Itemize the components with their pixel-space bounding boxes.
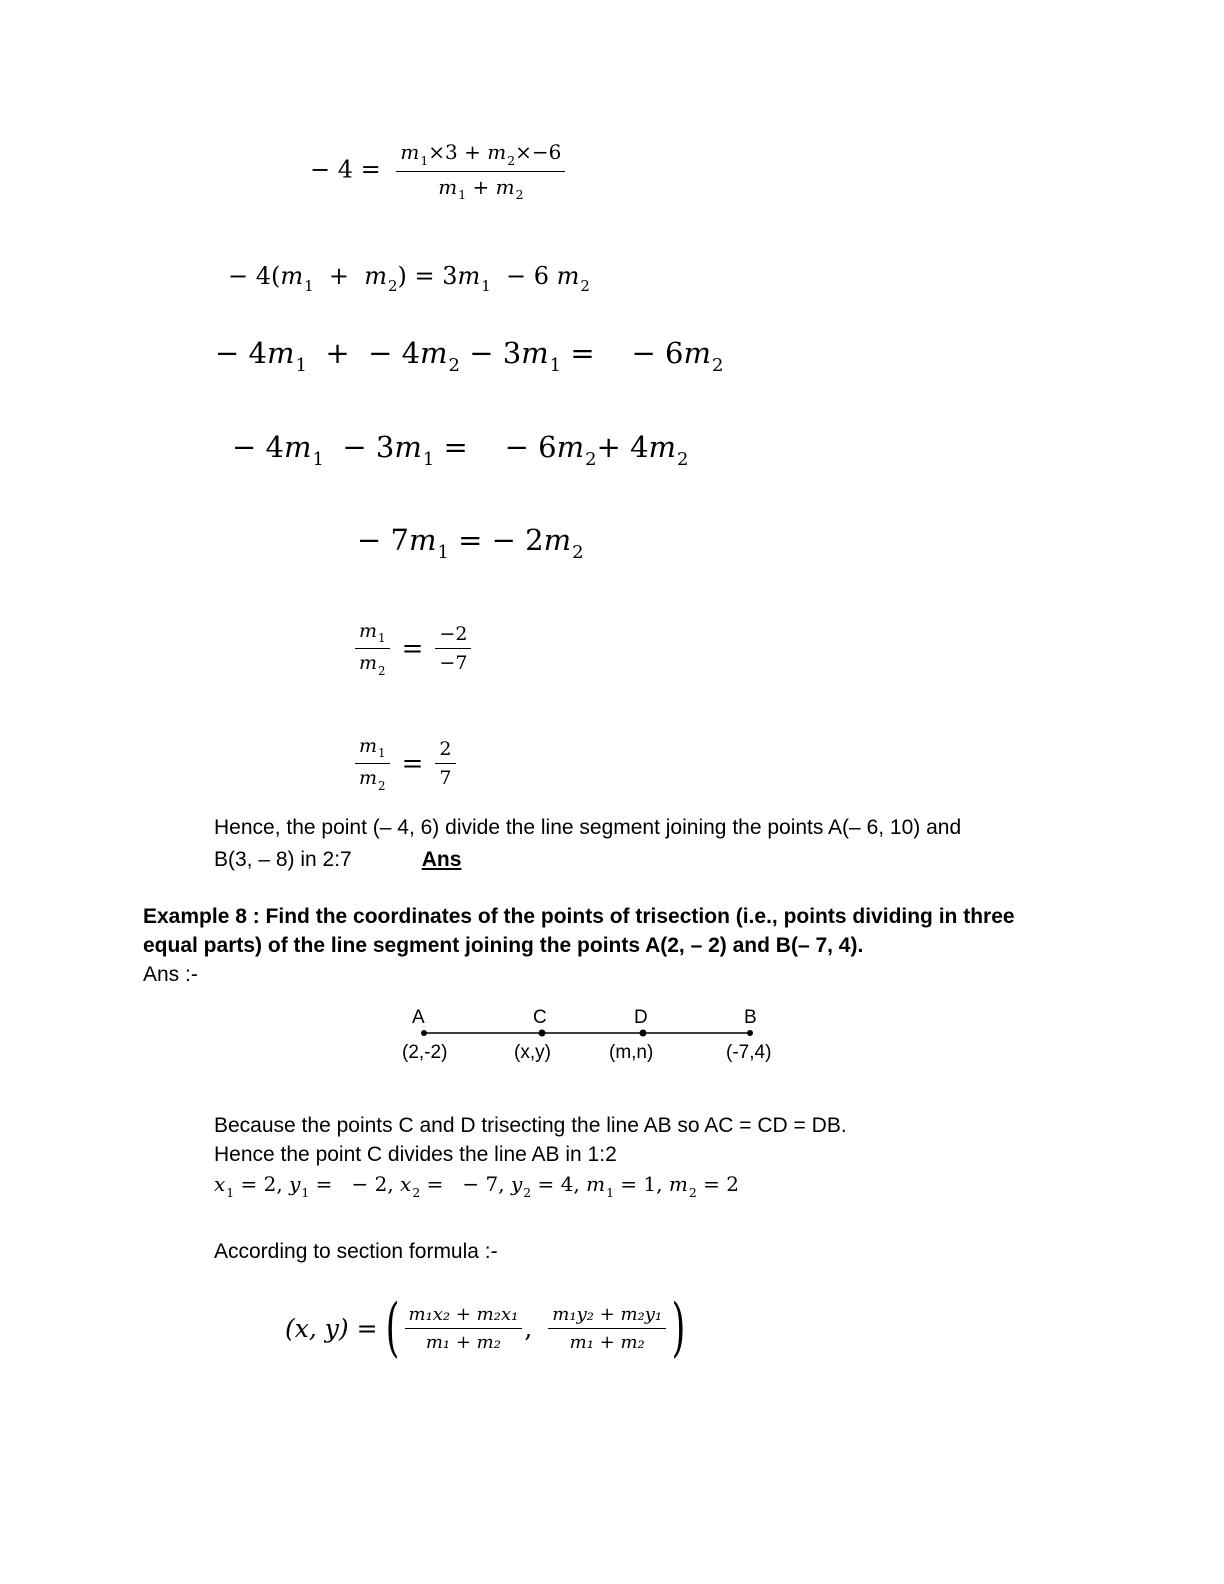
eq6-lhs-fraction: $\frac{m_1}{m_2}$ (355, 620, 390, 678)
section-formula: (x, y) = ( $\frac{\text{m₁x₂ + m₂x₁}}{\text{m₁ + m₂}}$ , $\frac{\text{m₁y₂ + m₂y₁}}{\text{m₁ + m₂}}$ ) (285, 1291, 686, 1365)
formula-lhs: (x, y) = (285, 1313, 378, 1343)
explanation-line-2: Hence the point C divides the line AB in 1:2 (214, 1143, 617, 1166)
value-y1: $y_1$ = − 2, (289, 1172, 401, 1200)
equation-7: $\frac{m_1}{m_2}$ = $\frac{2}{7}$ (355, 735, 456, 793)
x-fraction: $\frac{\text{m₁x₂ + m₂x₁}}{\text{m₁ + m₂}}$ (405, 1304, 523, 1353)
point-c-dot (539, 1030, 546, 1037)
point-d-coord: (m,n) (609, 1042, 654, 1063)
value-y2: $y_2 = 4$, (510, 1172, 587, 1200)
point-b-coord: (-7,4) (726, 1042, 772, 1063)
eq1-numerator: $m_1\times 3 + m_2\times-6$ (396, 140, 565, 172)
example-8-heading-line-2: equal parts) of the line segment joining the points A(2, – 2) and B(– 7, 4). (143, 934, 864, 957)
given-values (214, 1172, 739, 1200)
point-a-coord: (2,-2) (402, 1042, 448, 1063)
eq1-lhs: − 4 = (310, 155, 381, 184)
equation-2: − $4(m_1 + m_2) = 3m_1 - 6$ $m_2$ (228, 262, 590, 295)
point-c-label: C (533, 1007, 547, 1028)
equation-6: $\frac{m_1}{m_2}$ = $\frac{-2}{-7}$ (355, 620, 471, 678)
point-d-label: D (634, 1007, 648, 1028)
equation-4: − $4m_1 - 3m_1$ = − $6m_2+ 4m_2$ (232, 430, 689, 471)
ans-label: Ans (421, 848, 462, 871)
eq6-rhs-fraction: $\frac{-2}{-7}$ (435, 623, 471, 674)
point-d-dot (640, 1030, 647, 1037)
point-b-label: B (744, 1007, 757, 1028)
y-fraction: $\frac{\text{m₁y₂ + m₂y₁}}{\text{m₁ + m₂}}$ (548, 1304, 666, 1353)
equation-3: − $4m_1$ + − $4m_2 - 3m_1$ = − $6m_2$ (215, 336, 724, 377)
eq7-rhs-fraction: $\frac{2}{7}$ (435, 738, 455, 789)
equation-5: − $7m_1$ = − $2m_2$ (357, 523, 584, 564)
example-8-heading-line-1: Example 8 : Find the coordinates of the points of trisection (i.e., points dividing in three (143, 905, 1015, 928)
point-a-dot (421, 1030, 427, 1036)
trisection-diagram (380, 1000, 810, 1080)
section-formula-label: According to section formula :- (214, 1240, 498, 1263)
value-x2: $x_2$ = − 7, (400, 1172, 511, 1200)
equation-1 (310, 140, 565, 202)
conclusion-line-2: B(3, – 8) in 2:7 Ans (214, 848, 462, 871)
point-a-label: A (412, 1007, 425, 1028)
eq1-denominator: $m_1 + m_2$ (438, 174, 524, 203)
value-x1: $x_1 = 2$, (214, 1172, 290, 1200)
point-b-dot (747, 1030, 753, 1036)
left-paren: ( (385, 1291, 399, 1365)
right-paren: ) (671, 1291, 686, 1365)
ans-prompt: Ans :- (143, 963, 198, 986)
explanation-line-1: Because the points C and D trisecting the line AB so AC = CD = DB. (214, 1114, 847, 1137)
value-m1: $m_1 = 1$, (586, 1172, 669, 1200)
conclusion-line-1: Hence, the point (– 4, 6) divide the line segment joining the points A(– 6, 10) and (214, 816, 962, 839)
point-c-coord: (x,y) (514, 1042, 551, 1063)
eq7-lhs-fraction: $\frac{m_1}{m_2}$ (355, 735, 390, 793)
value-m2: $m_2 = 2$ (668, 1172, 739, 1200)
eq1-fraction (396, 140, 565, 202)
